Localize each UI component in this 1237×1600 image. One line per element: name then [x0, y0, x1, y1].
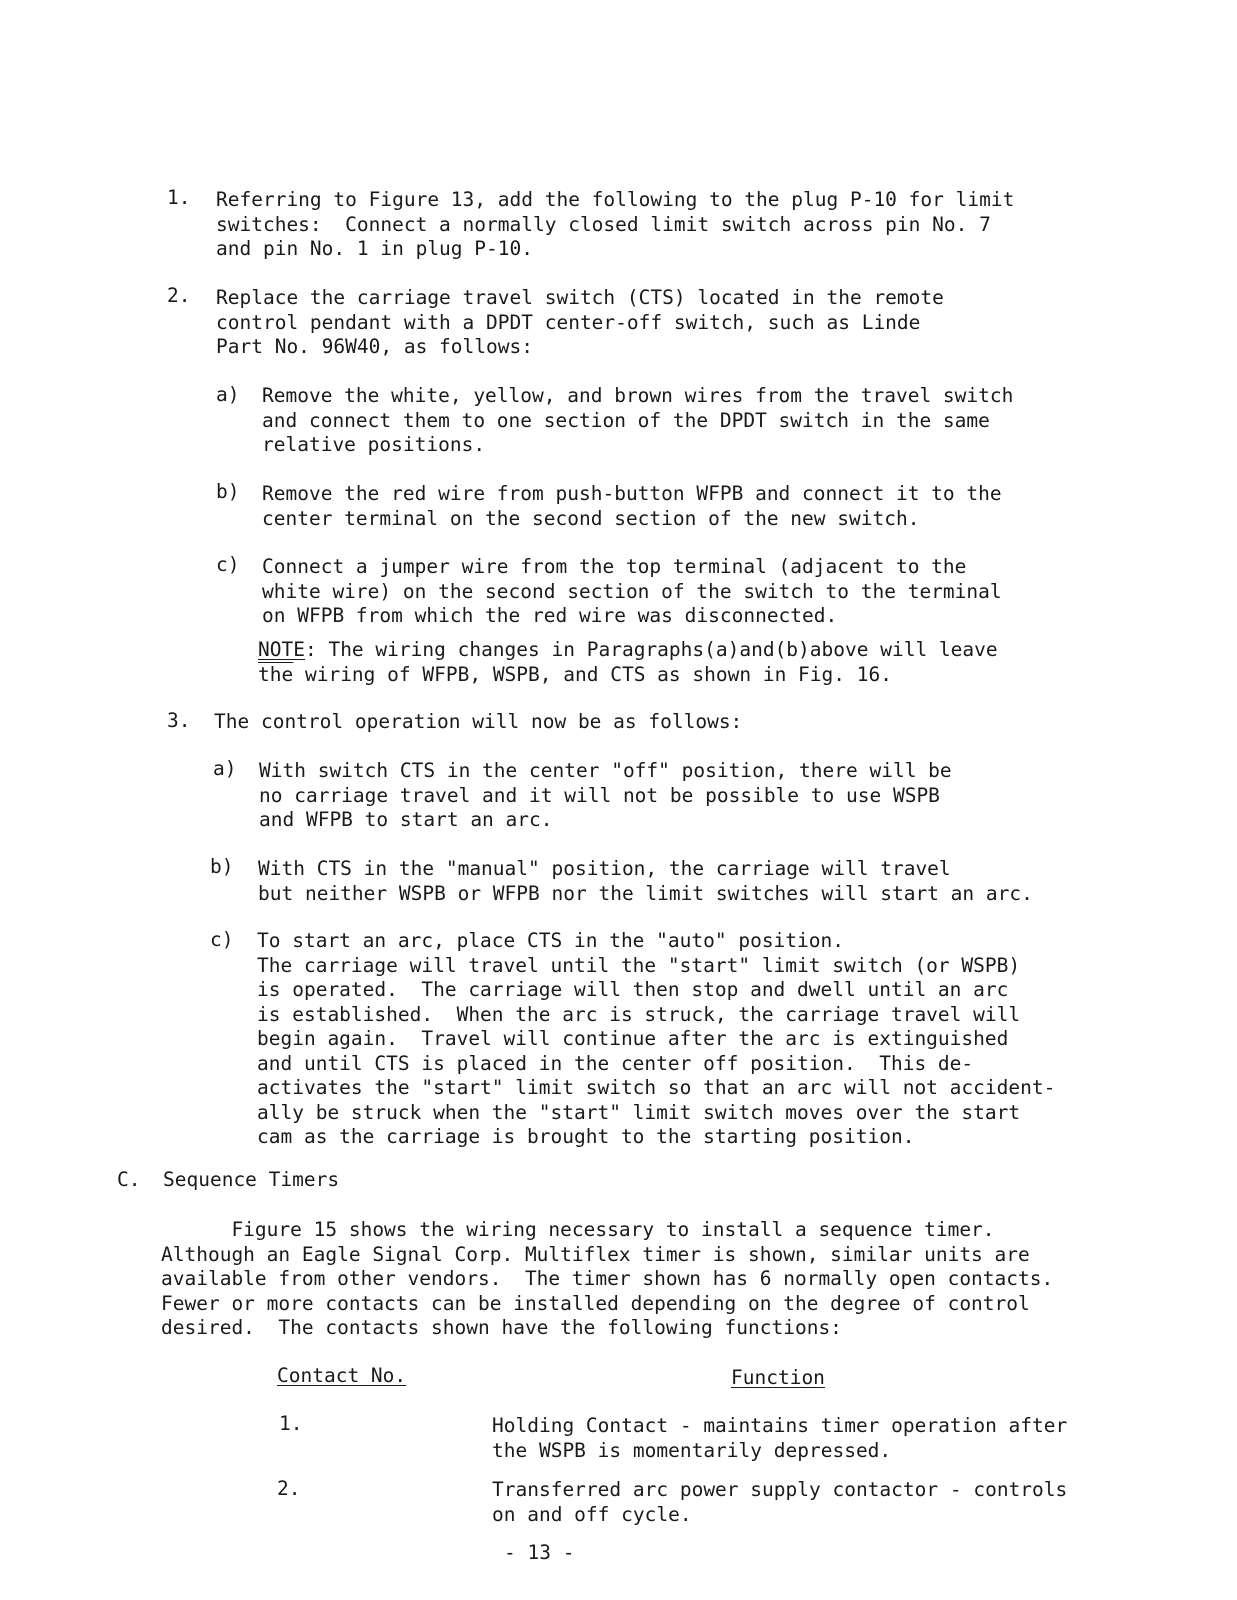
subitem-letter: b): [210, 855, 234, 878]
subitem-text: [259, 759, 952, 833]
text-line: Replace the carriage travel switch (CTS) located in the remote: [216, 286, 944, 309]
text-line: activates the "start" limit switch so that an arc will not accident-: [257, 1076, 1056, 1099]
section-heading: Sequence Timers: [163, 1168, 340, 1191]
page-number: - 13 -: [504, 1541, 575, 1564]
note-text: : The wiring changes in Paragraphs(a)and(b)above will leave: [304, 638, 998, 661]
note-label: NOTE: [258, 638, 305, 661]
text-line: control pendant with a DPDT center-off switch, such as Linde: [216, 310, 921, 334]
text-line: ally be struck when the "start" limit switch moves over the start: [257, 1100, 1021, 1124]
text-line: switches: Connect a normally closed limit switch across pin No. 7: [216, 212, 991, 236]
text-line: Holding Contact - maintains timer operation after: [492, 1414, 1068, 1437]
subitem-letter: a): [213, 757, 237, 780]
text-line: Connect a jumper wire from the top terminal (adjacent to the: [262, 555, 967, 578]
table-header-function: Function: [731, 1366, 825, 1389]
text-line: no carriage travel and it will not be possible to use WSPB: [259, 783, 940, 807]
item-number: 2.: [167, 284, 191, 307]
text-line: and pin No. 1 in plug P-10.: [216, 237, 533, 260]
text-line: Referring to Figure 13, add the following to the plug P-10 for limit: [216, 188, 1015, 211]
text-line: Remove the red wire from push-button WFPB and connect it to the: [262, 482, 1002, 505]
text-line: To start an arc, place CTS in the "auto" position.: [257, 929, 844, 952]
subitem-text: [258, 857, 1033, 906]
table-row-number: 2.: [277, 1477, 301, 1500]
note-text: $\overline{the}$: [258, 662, 294, 686]
text-line: The carriage will travel until the "start" limit switch (or WSPB): [257, 953, 1021, 977]
subitem-text: [262, 555, 1002, 629]
note-text: wiring of WFPB, WSPB, and CTS as shown in Fig. 16.: [293, 662, 892, 686]
text-line: Fewer or more contacts can be installed depending on the degree of control: [161, 1291, 1030, 1315]
text-line: Figure 15 shows the wiring necessary to install a sequence timer.: [161, 1218, 995, 1241]
text-line: With CTS in the "manual" position, the carriage will travel: [258, 857, 951, 880]
text-line: is operated. The carriage will then stop and dwell until an arc: [257, 978, 1009, 1001]
text-line: The control operation will now be as follows:: [214, 710, 743, 733]
section-letter: C.: [117, 1168, 141, 1191]
table-header-contact-no: Contact No.: [277, 1364, 407, 1387]
subitem-letter: c): [216, 553, 240, 576]
table-row-function: [492, 1478, 1067, 1527]
subitem-text: [262, 384, 1013, 458]
item-text: [216, 188, 1014, 262]
table-row-number: 1.: [279, 1412, 303, 1435]
text-line: on WFPB from which the red wire was disconnected.: [262, 604, 838, 627]
text-line: Although an Eagle Signal Corp. Multiflex timer is shown, similar units are: [161, 1242, 1030, 1266]
note: [258, 638, 998, 687]
table-row-function: [492, 1414, 1067, 1463]
subitem-text: [262, 482, 1002, 531]
item-number: 1.: [167, 186, 191, 209]
text-line: relative positions.: [262, 433, 486, 456]
subitem-letter: a): [216, 383, 240, 406]
text-line: center terminal on the second section of the new switch.: [262, 506, 920, 530]
text-line: Part No. 96W40, as follows:: [216, 335, 533, 358]
text-line: the WSPB is momentarily depressed.: [492, 1438, 892, 1462]
text-line: white wire) on the second section of the switch to the terminal: [262, 579, 1002, 603]
text-line: Remove the white, yellow, and brown wires from the travel switch: [262, 384, 1014, 407]
subitem-letter: c): [210, 928, 234, 951]
text-line: cam as the carriage is brought to the starting position.: [257, 1125, 915, 1148]
subitem-letter: b): [216, 480, 240, 503]
item-number: 3.: [167, 709, 191, 732]
text-line: desired. The contacts shown have the following functions:: [161, 1316, 842, 1339]
text-line: is established. When the arc is struck, the carriage travel will: [257, 1002, 1021, 1026]
subitem-text: [257, 929, 1055, 1150]
text-line: With switch CTS in the center "off" position, there will be: [259, 759, 952, 782]
item-text: [216, 286, 944, 360]
text-line: but neither WSPB or WFPB nor the limit switches will start an arc.: [258, 881, 1033, 905]
text-line: and WFPB to start an arc.: [259, 808, 553, 831]
text-line: and connect them to one section of the DPDT switch in the same: [262, 408, 990, 432]
item-text: [214, 710, 742, 735]
text-line: on and off cycle.: [492, 1502, 692, 1526]
section-paragraph: [161, 1218, 1053, 1341]
text-line: and until CTS is placed in the center off position. This de-: [257, 1051, 974, 1075]
text-line: begin again. Travel will continue after the arc is extinguished: [257, 1027, 1009, 1050]
text-line: Transferred arc power supply contactor - controls: [492, 1478, 1068, 1501]
text-line: available from other vendors. The timer shown has 6 normally open contacts.: [161, 1267, 1054, 1290]
